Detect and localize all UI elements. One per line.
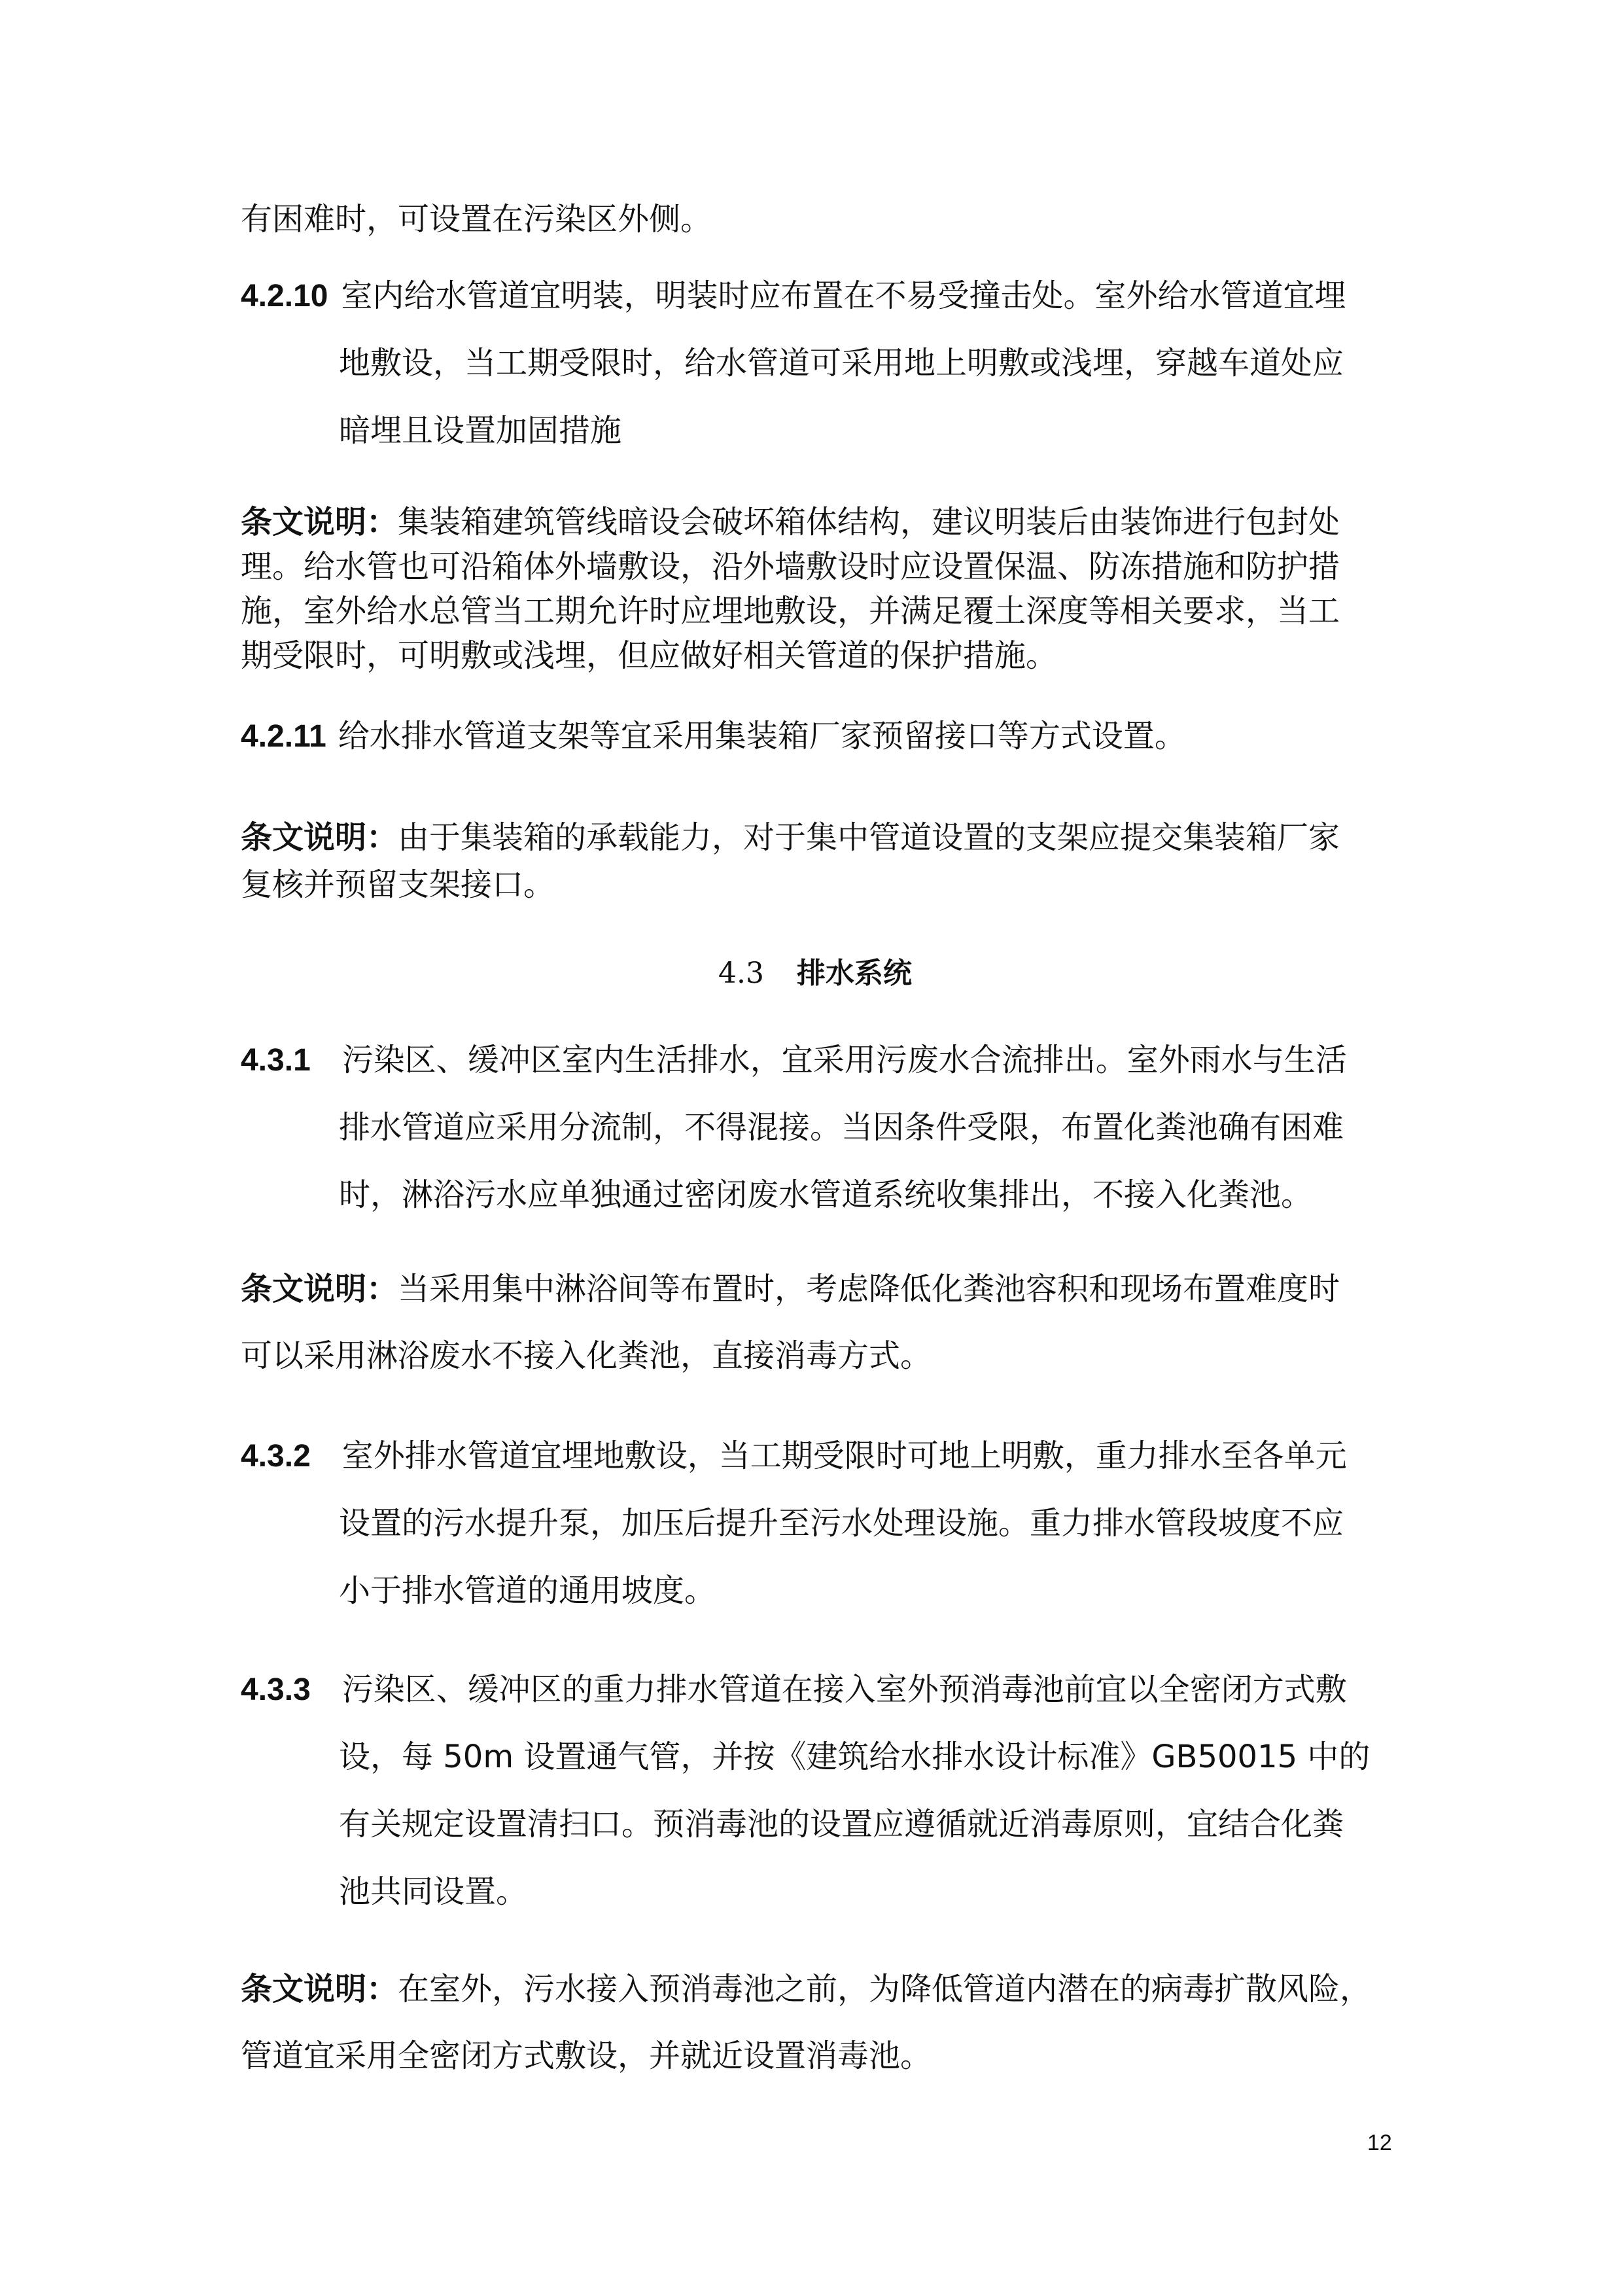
- clause-4-3-1-line-2: 排水管道应采用分流制，不得混接。当因条件受限，布置化粪池确有困难: [339, 1109, 1344, 1146]
- clause-4-3-2-line-1: 4.3.2 室外排水管道宜埋地敷设，当工期受限时可地上明敷，重力排水至各单元: [241, 1438, 1347, 1474]
- clause-4-3-3-line-3: 有关规定设置清扫口。预消毒池的设置应遵循就近消毒原则，宜结合化粪: [339, 1806, 1344, 1843]
- clause-4-3-3-line-4: 池共同设置。: [339, 1873, 528, 1910]
- explanation-4-3-3-line-1: 条文说明：在室外，污水接入预消毒池之前，为降低管道内潜在的病毒扩散风险，: [241, 1971, 1372, 2007]
- explanation-4-2-10-line-1: 条文说明：集装箱建筑管线暗设会破坏箱体结构，建议明装后由装饰进行包封处: [241, 504, 1340, 540]
- explanation-4-2-10-line-2: 理。给水管也可沿箱体外墙敷设，沿外墙敷设时应设置保温、防冻措施和防护措: [241, 548, 1340, 585]
- clause-4-3-1-line-3: 时，淋浴污水应单独通过密闭废水管道系统收集排出，不接入化粪池。: [339, 1176, 1313, 1213]
- section-heading: [718, 955, 912, 992]
- clause-4-2-10-line-2: 地敷设，当工期受限时，给水管道可采用地上明敷或浅埋，穿越车道处应: [339, 345, 1344, 381]
- clause-number: 4.3.3: [241, 1672, 311, 1707]
- clause-4-3-2-line-3: 小于排水管道的通用坡度。: [339, 1572, 716, 1609]
- clause-number: 4.2.10: [241, 279, 328, 313]
- explanation-label: 条文说明：: [241, 1971, 398, 2007]
- page-number: 12: [1367, 2130, 1392, 2155]
- clause-number: 4.3.1: [241, 1043, 311, 1078]
- explanation-label: 条文说明：: [241, 1271, 398, 1307]
- clause-4-3-1-line-1: 4.3.1 污染区、缓冲区室内生活排水，宜采用污废水合流排出。室外雨水与生活: [241, 1042, 1347, 1078]
- section-number: 4.3: [718, 957, 764, 990]
- clause-4-3-3-line-1: 4.3.3 污染区、缓冲区的重力排水管道在接入室外预消毒池前宜以全密闭方式敷: [241, 1671, 1347, 1708]
- explanation-4-2-10-line-3: 施，室外给水总管当工期允许时应埋地敷设，并满足覆土深度等相关要求，当工: [241, 593, 1340, 629]
- explanation-label: 条文说明：: [241, 819, 398, 856]
- explanation-label: 条文说明：: [241, 504, 398, 540]
- clause-4-2-11-line-1: 4.2.11 给水排水管道支架等宜采用集装箱厂家预留接口等方式设置。: [241, 718, 1186, 754]
- clause-number: 4.3.2: [241, 1439, 311, 1474]
- clause-4-3-2-line-2: 设置的污水提升泵，加压后提升至污水处理设施。重力排水管段坡度不应: [339, 1505, 1344, 1542]
- clause-4-3-3-line-2: 设，每 50m 设置通气管，并按《建筑给水排水设计标准》GB50015 中的: [339, 1739, 1370, 1775]
- explanation-4-2-11-line-1: 条文说明：由于集装箱的承载能力，对于集中管道设置的支架应提交集装箱厂家: [241, 819, 1340, 856]
- explanation-4-2-10-line-4: 期受限时，可明敷或浅埋，但应做好相关管道的保护措施。: [241, 637, 1058, 674]
- explanation-4-3-3-line-2: 管道宜采用全密闭方式敷设，并就近设置消毒池。: [241, 2038, 932, 2074]
- explanation-4-3-1-line-2: 可以采用淋浴废水不接入化粪池，直接消毒方式。: [241, 1337, 932, 1374]
- clause-4-2-10-line-1: 4.2.10 室内给水管道宜明装，明装时应布置在不易受撞击处。室外给水管道宜埋: [241, 277, 1346, 314]
- explanation-4-2-11-line-2: 复核并预留支架接口。: [241, 866, 555, 903]
- section-title: 排水系统: [796, 957, 912, 990]
- paragraph-continuation: 有困难时，可设置在污染区外侧。: [241, 201, 712, 238]
- explanation-4-3-1-line-1: 条文说明：当采用集中淋浴间等布置时，考虑降低化粪池容积和现场布置难度时: [241, 1271, 1340, 1307]
- clause-4-2-10-line-3: 暗埋且设置加固措施: [339, 412, 622, 449]
- clause-number: 4.2.11: [241, 719, 326, 754]
